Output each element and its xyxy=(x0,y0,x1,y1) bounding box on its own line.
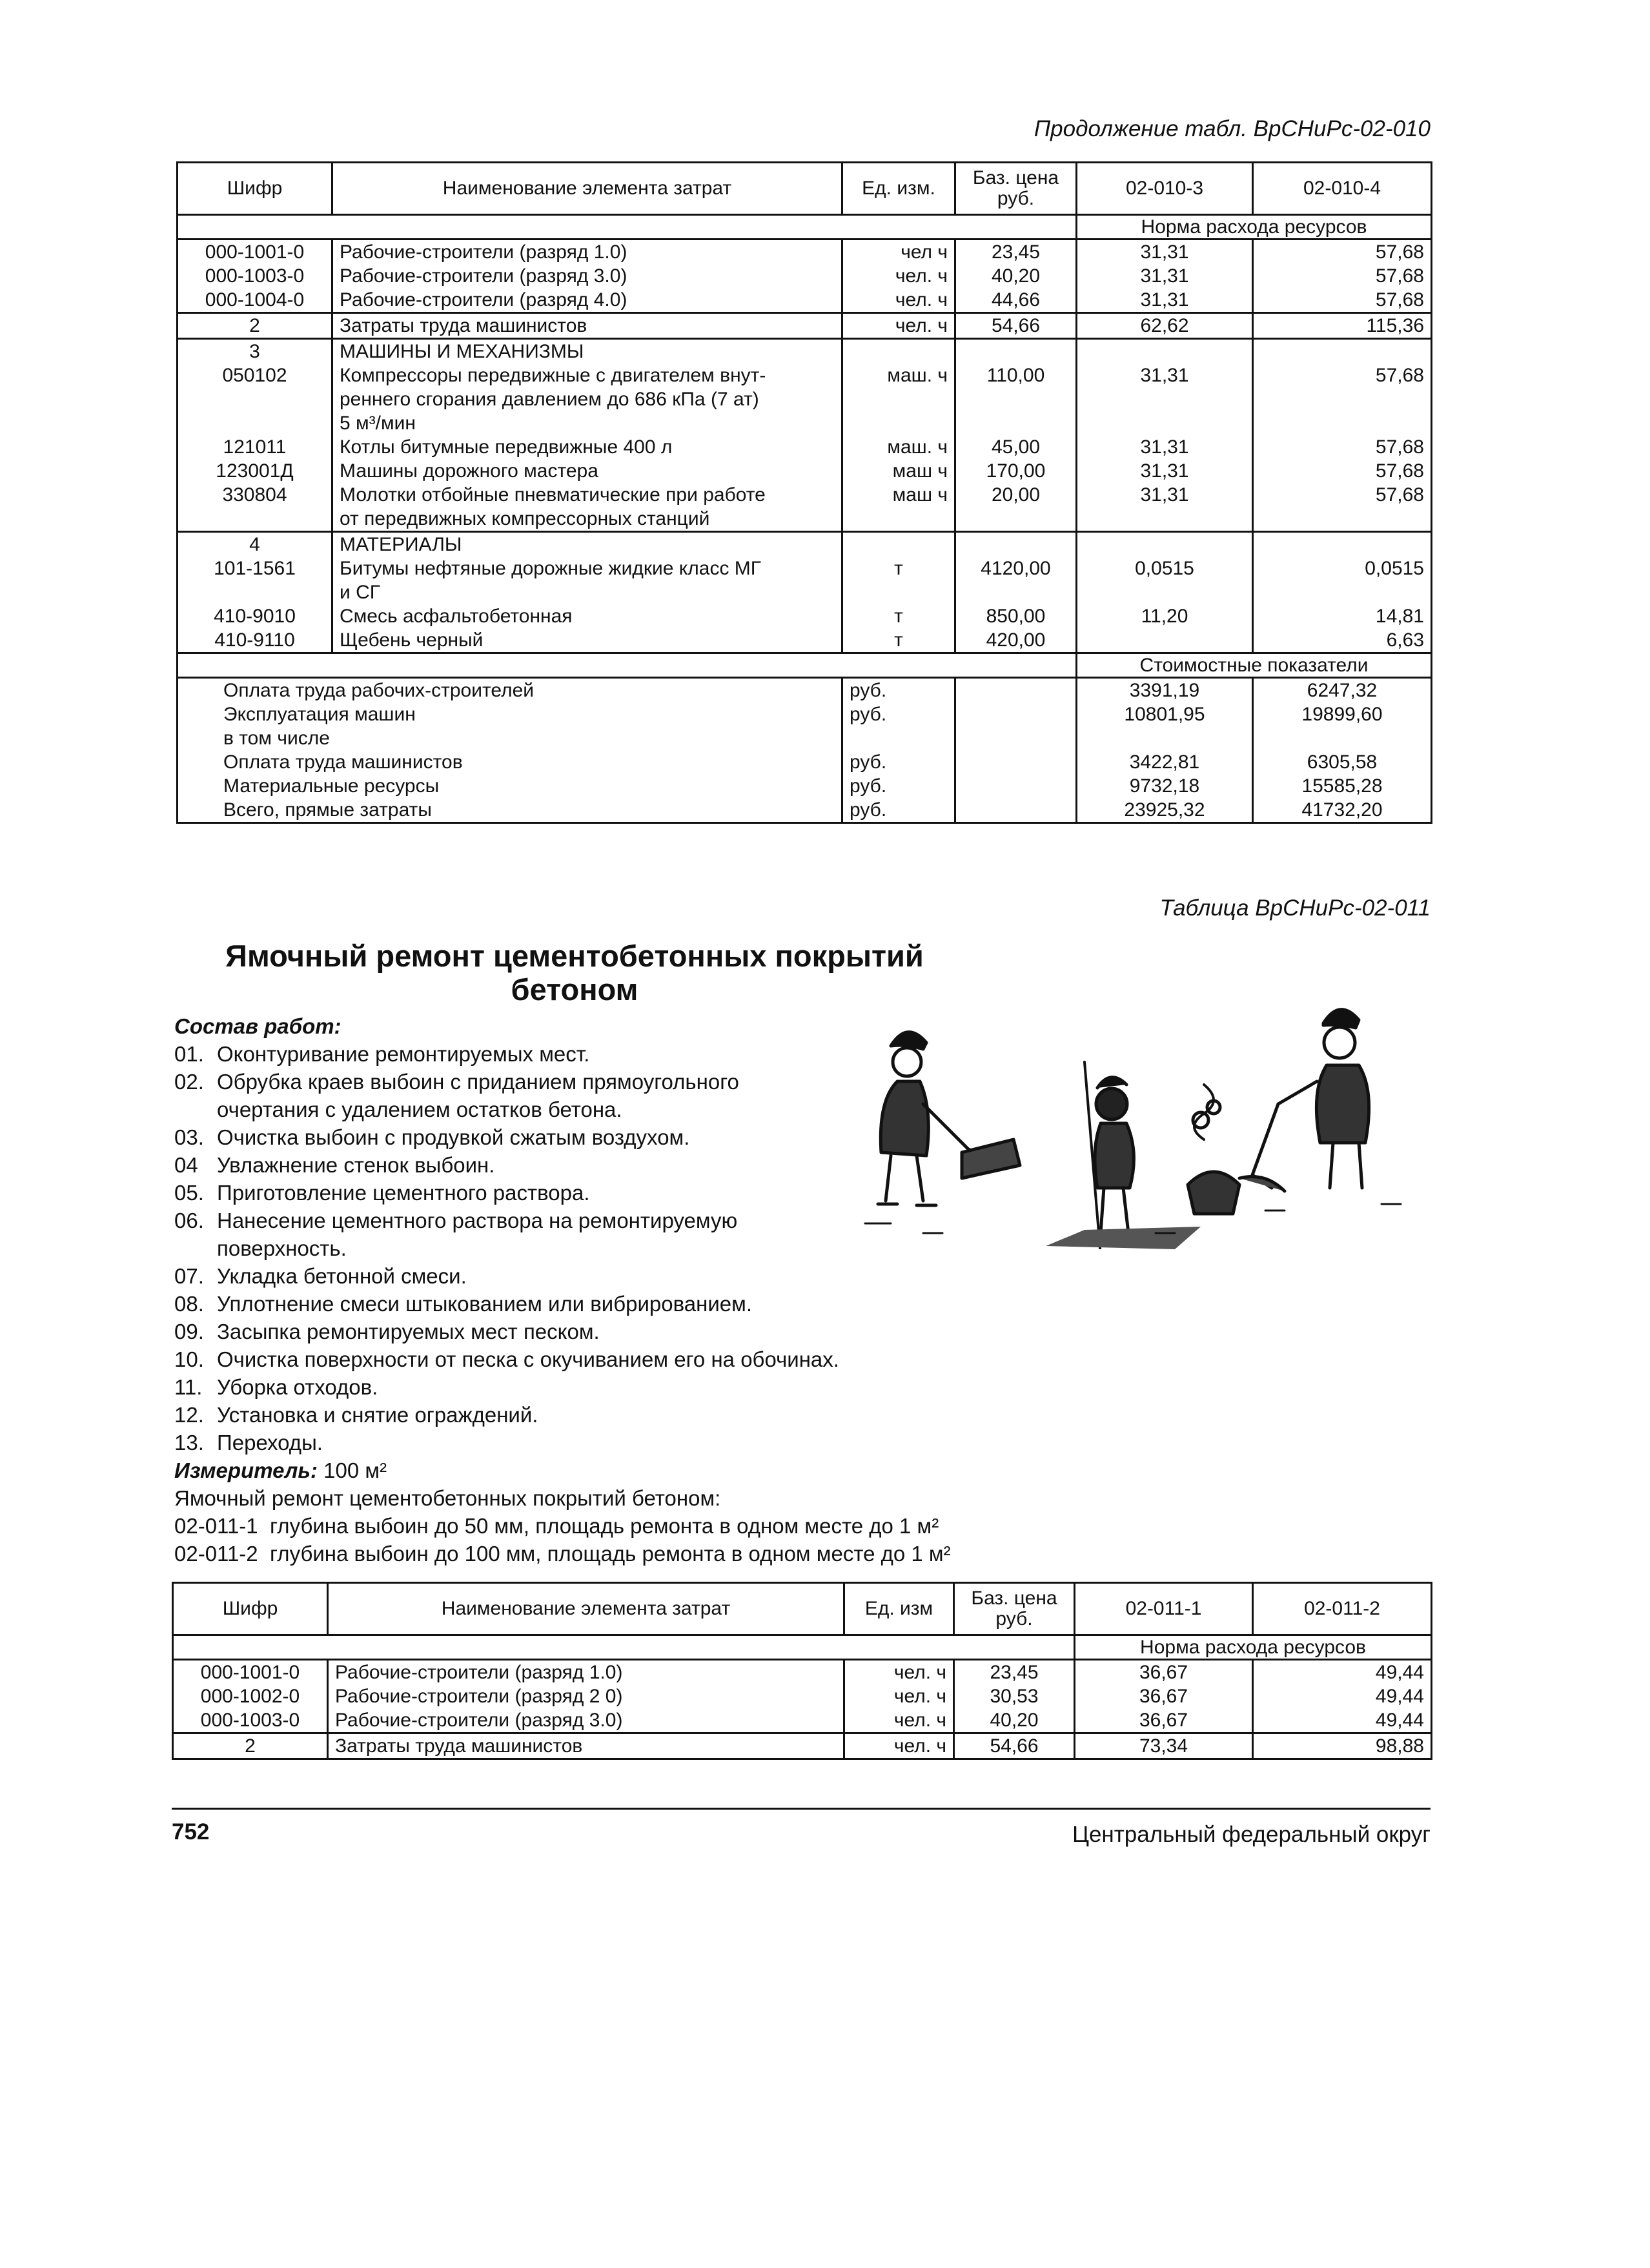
summary-value-2: 15585,28 xyxy=(1253,774,1432,798)
cell-unit: т xyxy=(842,628,955,653)
cell-name: Щебень черный xyxy=(332,628,842,653)
cell-unit: маш. ч xyxy=(842,363,955,435)
variant-code: 02-011-1 xyxy=(174,1514,258,1538)
variant-item xyxy=(174,1512,1143,1540)
cell-value-1: 31,31 xyxy=(1077,483,1253,532)
summary-value-2: 6305,58 xyxy=(1253,750,1432,774)
item-text: Приготовление цементного раствора. xyxy=(217,1181,590,1205)
cell-value-1: 31,31 xyxy=(1077,363,1253,435)
cell-unit: чел ч xyxy=(842,240,955,265)
item-text: Установка и снятие ограждений. xyxy=(217,1403,538,1427)
summary-unit: руб. xyxy=(842,798,955,823)
table-row xyxy=(178,628,1432,653)
cell-unit: чел. ч xyxy=(844,1684,954,1708)
cell-price: 23,45 xyxy=(954,1660,1075,1685)
variant-code: 02-011-2 xyxy=(174,1542,258,1566)
table-row xyxy=(173,1708,1432,1733)
cell-unit: чел. ч xyxy=(844,1660,954,1685)
cell-name: Рабочие-строители (разряд 1.0) xyxy=(332,240,842,265)
item-number: 01. xyxy=(174,1042,204,1066)
cell-unit: маш ч xyxy=(842,459,955,483)
cell-value-2: 115,36 xyxy=(1253,313,1432,339)
list-item xyxy=(174,1345,1143,1373)
cell-value-1 xyxy=(1077,628,1253,653)
cell-name xyxy=(332,483,842,532)
col-header-variant-2: 02-010-4 xyxy=(1253,163,1432,215)
cell-price: 23,45 xyxy=(955,240,1077,265)
variant-text: глубина выбоин до 50 мм, площадь ремонта в одном месте до 1 м² xyxy=(270,1514,939,1538)
item-text: Очистка поверхности от песка с окучиванием его на обочинах. xyxy=(217,1347,839,1371)
section-heading: МАШИНЫ И МЕХАНИЗМЫ xyxy=(332,339,842,364)
cell-value-2: 6,63 xyxy=(1253,628,1432,653)
item-text: Укладка бетонной смеси. xyxy=(217,1264,467,1288)
cell-code: 000-1003-0 xyxy=(178,264,332,288)
cell-price: 40,20 xyxy=(955,264,1077,288)
summary-value-1: 3422,81 xyxy=(1077,750,1253,774)
summary-row xyxy=(178,678,1432,703)
cell-code: 000-1001-0 xyxy=(178,240,332,265)
cell-value-1: 31,31 xyxy=(1077,435,1253,459)
cell-value-2: 98,88 xyxy=(1253,1733,1432,1759)
cell-price: 4120,00 xyxy=(955,557,1077,604)
col-header-variant-1: 02-010-3 xyxy=(1077,163,1253,215)
summary-value-1: 9732,18 xyxy=(1077,774,1253,798)
cell-price: 54,66 xyxy=(954,1733,1075,1759)
cell-name-line: 5 м³/мин xyxy=(340,413,416,434)
section-row-machines xyxy=(178,339,1432,364)
item-text: Уплотнение смеси штыкованием или вибрированием. xyxy=(217,1292,752,1316)
cell-value-2: 14,81 xyxy=(1253,604,1432,628)
cell-code: 410-9010 xyxy=(178,604,332,628)
col-header-name: Наименование элемента затрат xyxy=(332,163,842,215)
cell-name xyxy=(332,557,842,604)
summary-label: Эксплуатация машин xyxy=(178,702,842,726)
cell-unit: чел. ч xyxy=(842,288,955,313)
cell-name: Рабочие-строители (разряд 3.0) xyxy=(328,1708,844,1733)
summary-unit: руб. xyxy=(842,702,955,726)
variants-intro: Ямочный ремонт цементобетонных покрытий бетоном: xyxy=(174,1486,721,1510)
table-row xyxy=(173,1733,1432,1759)
cell-price: 44,66 xyxy=(955,288,1077,313)
item-number: 11. xyxy=(174,1375,203,1399)
cell-value-2: 49,44 xyxy=(1253,1708,1432,1733)
list-item xyxy=(174,1318,1143,1345)
summary-unit: руб. xyxy=(842,678,955,703)
cell-unit: маш ч xyxy=(842,483,955,532)
summary-label: Оплата труда рабочих-строителей xyxy=(178,678,842,703)
item-text: Уборка отходов. xyxy=(217,1375,378,1399)
cell-name: Смесь асфальтобетонная xyxy=(332,604,842,628)
cell-unit: маш. ч xyxy=(842,435,955,459)
item-text: Очистка выбоин с продувкой сжатым воздухом. xyxy=(217,1125,690,1149)
cell-name-line: и СГ xyxy=(340,582,381,603)
cell-name-line: Молотки отбойные пневматические при работе xyxy=(340,484,766,506)
cell-value-2: 57,68 xyxy=(1253,288,1432,313)
variant-text: глубина выбоин до 100 мм, площадь ремонта в одном месте до 1 м² xyxy=(270,1542,951,1566)
continuation-caption: Продолжение табл. ВрСНиРс-02-010 xyxy=(1034,116,1431,141)
summary-row xyxy=(178,750,1432,774)
cell-code: 101-1561 xyxy=(178,557,332,604)
work-heading: Состав работ: xyxy=(174,1014,341,1038)
summary-unit: руб. xyxy=(842,750,955,774)
cell-unit: чел. ч xyxy=(842,313,955,339)
summary-label: в том числе xyxy=(178,726,842,750)
item-number: 09. xyxy=(174,1320,204,1343)
cell-unit: чел. ч xyxy=(844,1733,954,1759)
summary-row-total xyxy=(178,798,1432,823)
resource-table-02-010 xyxy=(176,161,1432,824)
list-item xyxy=(174,1290,1143,1318)
cell-name: Рабочие-строители (разряд 1.0) xyxy=(328,1660,844,1685)
cell-name: Рабочие-строители (разряд 4.0) xyxy=(332,288,842,313)
item-number: 02. xyxy=(174,1070,204,1094)
table-row xyxy=(178,557,1432,604)
summary-row xyxy=(178,726,1432,750)
table-row xyxy=(178,435,1432,459)
item-text: Оконтуривание ремонтируемых мест. xyxy=(217,1042,590,1066)
cell-price: 45,00 xyxy=(955,435,1077,459)
section-title-line: бетоном xyxy=(511,972,638,1006)
cell-value-1: 31,31 xyxy=(1077,459,1253,483)
cell-code: 2 xyxy=(173,1733,328,1759)
cell-name: Затраты труда машинистов xyxy=(328,1733,844,1759)
resource-table-02-011 xyxy=(172,1582,1432,1760)
col-header-variant-2: 02-011-2 xyxy=(1253,1583,1432,1635)
cell-name: Машины дорожного мастера xyxy=(332,459,842,483)
table-row xyxy=(178,288,1432,313)
cell-value-1: 0,0515 xyxy=(1077,557,1253,604)
item-text: Переходы. xyxy=(217,1431,323,1455)
col-header-price: Баз. цена руб. xyxy=(955,163,1077,215)
table-row xyxy=(173,1660,1432,1685)
cell-name: Затраты труда машинистов xyxy=(332,313,842,339)
col-header-unit: Ед. изм xyxy=(844,1583,954,1635)
cell-price: 30,53 xyxy=(954,1684,1075,1708)
cell-price: 54,66 xyxy=(955,313,1077,339)
list-item xyxy=(174,1401,1143,1429)
cell-code: 3 xyxy=(178,339,332,364)
item-number: 08. xyxy=(174,1292,204,1316)
cell-code: 000-1003-0 xyxy=(173,1708,328,1733)
cost-label: Стоимостные показатели xyxy=(1077,653,1432,678)
cell-price: 420,00 xyxy=(955,628,1077,653)
cell-code: 050102 xyxy=(178,363,332,435)
cell-value-2: 49,44 xyxy=(1253,1660,1432,1685)
item-number: 12. xyxy=(174,1403,204,1427)
cell-name: Рабочие-строители (разряд 2 0) xyxy=(328,1684,844,1708)
cell-name-line: Битумы нефтяные дорожные жидкие класс МГ xyxy=(340,558,762,579)
col-header-unit: Ед. изм. xyxy=(842,163,955,215)
table-row xyxy=(178,363,1432,435)
table-row xyxy=(173,1684,1432,1708)
summary-value-2: 41732,20 xyxy=(1253,798,1432,823)
cell-value-1: 62,62 xyxy=(1077,313,1253,339)
col-header-variant-1: 02-011-1 xyxy=(1075,1583,1253,1635)
cell-value-2: 57,68 xyxy=(1253,459,1432,483)
cell-name: Котлы битумные передвижные 400 л xyxy=(332,435,842,459)
item-text: очертания с удалением остатков бетона. xyxy=(217,1098,622,1121)
cell-price: 110,00 xyxy=(955,363,1077,435)
cell-value-2: 57,68 xyxy=(1253,363,1432,435)
table-row xyxy=(178,240,1432,265)
cell-value-1: 31,31 xyxy=(1077,288,1253,313)
meter-label: Измеритель: xyxy=(174,1458,318,1482)
cell-code: 4 xyxy=(178,532,332,557)
summary-value-2: 19899,60 xyxy=(1253,702,1432,726)
item-number: 13. xyxy=(174,1431,204,1455)
cell-value-2: 57,68 xyxy=(1253,264,1432,288)
summary-label: Материальные ресурсы xyxy=(178,774,842,798)
cell-price: 20,00 xyxy=(955,483,1077,532)
summary-value-2: 6247,32 xyxy=(1253,678,1432,703)
section-title-line: Ямочный ремонт цементобетонных покрытий xyxy=(225,939,924,973)
cell-value-1: 36,67 xyxy=(1075,1684,1253,1708)
section-row-materials xyxy=(178,532,1432,557)
table-row xyxy=(178,459,1432,483)
variant-item xyxy=(174,1540,1143,1568)
cell-name: Рабочие-строители (разряд 3.0) xyxy=(332,264,842,288)
list-item xyxy=(174,1429,1143,1456)
cell-value-2: 49,44 xyxy=(1253,1684,1432,1708)
list-item xyxy=(174,1262,1143,1290)
cell-code: 000-1002-0 xyxy=(173,1684,328,1708)
item-text: Засыпка ремонтируемых мест песком. xyxy=(217,1320,600,1343)
col-header-price: Баз. цена руб. xyxy=(954,1583,1075,1635)
cell-code: 410-9110 xyxy=(178,628,332,653)
cell-name-line: от передвижных компрессорных станций xyxy=(340,508,710,529)
table-row xyxy=(178,313,1432,339)
item-number: 10. xyxy=(174,1347,204,1371)
summary-label: Оплата труда машинистов xyxy=(178,750,842,774)
item-number: 05. xyxy=(174,1181,204,1205)
cell-code: 2 xyxy=(178,313,332,339)
cell-code: 000-1004-0 xyxy=(178,288,332,313)
meter-line xyxy=(174,1456,1143,1484)
col-header-code: Шифр xyxy=(173,1583,328,1635)
cell-code: 123001Д xyxy=(178,459,332,483)
summary-unit: руб. xyxy=(842,774,955,798)
cell-price: 850,00 xyxy=(955,604,1077,628)
summary-value-1: 10801,95 xyxy=(1077,702,1253,726)
cell-value-1: 73,34 xyxy=(1075,1733,1253,1759)
cell-code: 000-1001-0 xyxy=(173,1660,328,1685)
item-number: 04 xyxy=(174,1153,198,1177)
cell-name xyxy=(332,363,842,435)
cell-name-line: реннего сгорания давлением до 686 кПа (7 ат) xyxy=(340,389,759,410)
col-header-name: Наименование элемента затрат xyxy=(328,1583,844,1635)
table-row xyxy=(178,483,1432,532)
item-text: Нанесение цементного раствора на ремонтируемую xyxy=(217,1209,738,1232)
footer-rule xyxy=(172,1808,1431,1810)
cell-unit: т xyxy=(842,557,955,604)
item-text: Обрубка краев выбоин с приданием прямоугольного xyxy=(217,1070,739,1094)
norm-label: Норма расхода ресурсов xyxy=(1075,1635,1432,1660)
section-heading: МАТЕРИАЛЫ xyxy=(332,532,842,557)
cell-value-2: 0,0515 xyxy=(1253,557,1432,604)
cell-value-1: 36,67 xyxy=(1075,1708,1253,1733)
cell-name-line: Компрессоры передвижные с двигателем внут- xyxy=(340,365,766,386)
summary-label: Всего, прямые затраты xyxy=(178,798,842,823)
cell-value-1: 31,31 xyxy=(1077,264,1253,288)
road-workers-illustration xyxy=(852,991,1414,1249)
table-row xyxy=(178,604,1432,628)
item-number: 03. xyxy=(174,1125,204,1149)
cell-price: 40,20 xyxy=(954,1708,1075,1733)
cell-value-2: 57,68 xyxy=(1253,483,1432,532)
cell-value-2: 57,68 xyxy=(1253,435,1432,459)
cell-value-1: 11,20 xyxy=(1077,604,1253,628)
item-text: поверхность. xyxy=(217,1236,347,1260)
cell-unit: т xyxy=(842,604,955,628)
cell-value-1: 31,31 xyxy=(1077,240,1253,265)
cell-code: 330804 xyxy=(178,483,332,532)
cell-unit: чел. ч xyxy=(842,264,955,288)
footer-region: Центральный федеральный округ xyxy=(1072,1822,1431,1847)
cell-unit: чел. ч xyxy=(844,1708,954,1733)
item-number: 07. xyxy=(174,1264,204,1288)
item-text: Увлажнение стенок выбоин. xyxy=(217,1153,495,1177)
table-caption: Таблица ВрСНиРс-02-011 xyxy=(1159,895,1431,921)
table-row xyxy=(178,264,1432,288)
cell-price: 170,00 xyxy=(955,459,1077,483)
col-header-code: Шифр xyxy=(178,163,332,215)
cell-value-2: 57,68 xyxy=(1253,240,1432,265)
cell-value-1: 36,67 xyxy=(1075,1660,1253,1685)
meter-value: 100 м² xyxy=(323,1458,387,1482)
item-number: 06. xyxy=(174,1209,204,1232)
list-item xyxy=(174,1373,1143,1401)
summary-value-1: 3391,19 xyxy=(1077,678,1253,703)
cell-code: 121011 xyxy=(178,435,332,459)
summary-row xyxy=(178,702,1432,726)
summary-row xyxy=(178,774,1432,798)
page-number: 752 xyxy=(172,1819,210,1844)
summary-value-1: 23925,32 xyxy=(1077,798,1253,823)
norm-label: Норма расхода ресурсов xyxy=(1077,215,1432,240)
